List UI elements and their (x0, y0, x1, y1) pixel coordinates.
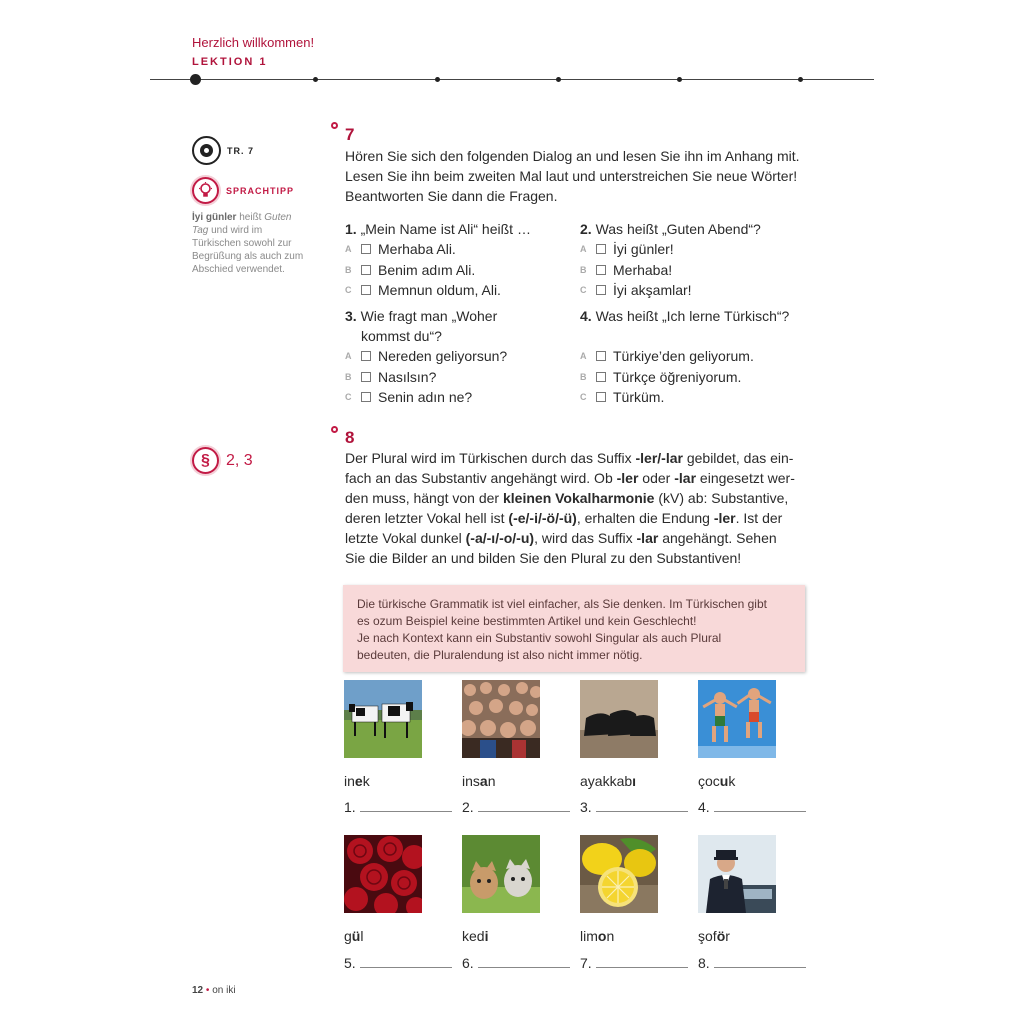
question-number: 2. (580, 221, 592, 237)
timeline-dot-current (190, 74, 201, 85)
exercise-7-instructions: Hören Sie sich den folgenden Dialog an und lesen Sie ihn im Anhang mit. Lesen Sie ihn beim zweiten Mal laut und unterstreichen Sie neue Wörter! Beantworten Sie dann die Fragen. (345, 148, 800, 204)
timeline-dot (556, 77, 561, 82)
info-box-line: bedeuten, die Pluralendung ist also nicht immer nötig. (357, 648, 643, 662)
answer-option[interactable] (345, 239, 456, 259)
blank-number: 7. (580, 955, 592, 971)
timeline-dot (435, 77, 440, 82)
plural-answer-blank[interactable] (344, 955, 452, 971)
language-tip-label: SPRACHTIPP (226, 185, 295, 196)
answer-line[interactable] (478, 811, 570, 812)
answer-checkbox[interactable] (596, 285, 606, 295)
option-letter: C (345, 285, 352, 295)
answer-checkbox[interactable] (596, 265, 606, 275)
blank-number: 8. (698, 955, 710, 971)
grammar-reference (192, 447, 253, 474)
question-number: 1. (345, 221, 357, 237)
answer-checkbox[interactable] (361, 392, 371, 402)
grammar-reference-numbers: 2, 3 (226, 451, 253, 469)
answer-checkbox[interactable] (596, 244, 606, 254)
question-2 (580, 219, 761, 239)
answer-option[interactable] (580, 260, 672, 280)
exercise-8-number: 8 (345, 428, 355, 447)
header-lesson: LEKTION 1 (192, 56, 268, 68)
answer-checkbox[interactable] (361, 265, 371, 275)
answer-checkbox[interactable] (361, 244, 371, 254)
answer-option[interactable] (345, 260, 475, 280)
option-text: Nasılsın? (378, 368, 437, 385)
answer-checkbox[interactable] (596, 372, 606, 382)
cows-picture (344, 680, 422, 758)
timeline-dot (677, 77, 682, 82)
answer-line[interactable] (360, 811, 452, 812)
singular-noun: limon (580, 928, 615, 944)
roses-picture (344, 835, 422, 913)
answer-option[interactable] (345, 346, 507, 366)
option-letter: B (345, 371, 352, 382)
option-letter: B (345, 264, 352, 275)
singular-noun: ayakkabı (580, 773, 637, 789)
answer-option[interactable] (345, 367, 436, 387)
option-text: Memnun oldum, Ali. (378, 282, 501, 298)
option-letter: A (345, 351, 352, 361)
blank-number: 1. (344, 799, 356, 815)
info-box-line: Die türkische Grammatik ist viel einfacher, als Sie denken. Im Türkischen gibt (357, 597, 767, 611)
option-text: Türkçe öğreniyorum. (613, 368, 742, 385)
question-text: „Mein Name ist Ali“ heißt … (356, 221, 531, 237)
blank-number: 3. (580, 799, 592, 815)
singular-noun: kedi (462, 928, 489, 944)
answer-line[interactable] (596, 967, 688, 968)
blank-number: 6. (462, 955, 474, 971)
audio-track-ref (192, 136, 254, 165)
plural-answer-blank[interactable] (580, 955, 688, 971)
plural-answer-blank[interactable] (462, 955, 570, 971)
answer-option[interactable] (345, 387, 472, 407)
exercise-7-number: 7 (345, 125, 355, 144)
plural-answer-blank[interactable] (698, 799, 806, 815)
grammar-info-box (343, 585, 805, 672)
option-letter: B (580, 264, 587, 275)
lemons-picture (580, 835, 658, 913)
page-number: 12 (192, 985, 204, 996)
blank-number: 2. (462, 799, 474, 815)
question-3 (345, 306, 497, 346)
question-text-continued: kommst du“? (361, 328, 442, 344)
info-box-line: Je nach Kontext kann ein Substantiv sowohl Singular als auch Plural (357, 631, 722, 645)
plural-answer-blank[interactable] (698, 955, 806, 971)
exercise-marker (331, 122, 338, 129)
timeline-dot (313, 77, 318, 82)
option-letter: A (345, 244, 352, 254)
driver-picture (698, 835, 776, 913)
option-text: Türküm. (613, 389, 665, 405)
answer-option[interactable] (580, 387, 664, 407)
blank-number: 4. (698, 799, 710, 815)
answer-checkbox[interactable] (361, 372, 371, 382)
answer-line[interactable] (714, 811, 806, 812)
children-picture (698, 680, 776, 758)
question-number: 3. (345, 308, 357, 324)
blank-number: 5. (344, 955, 356, 971)
language-tip-header (192, 177, 294, 204)
answer-option[interactable] (580, 280, 692, 300)
timeline-dot (798, 77, 803, 82)
option-text: Senin adın ne? (378, 389, 473, 405)
page-number-word: on iki (212, 985, 236, 996)
header-welcome: Herzlich willkommen! (192, 35, 315, 50)
answer-checkbox[interactable] (361, 285, 371, 295)
answer-checkbox[interactable] (361, 351, 371, 361)
lesson-timeline (150, 79, 874, 80)
option-text: Merhaba Ali. (378, 241, 456, 257)
shoes-picture (580, 680, 658, 758)
question-number: 4. (580, 308, 592, 324)
question-text: Was heißt „Ich lerne Türkisch“? (591, 308, 790, 324)
answer-line[interactable] (714, 967, 806, 968)
singular-noun: insan (462, 773, 496, 789)
option-letter: A (580, 244, 587, 254)
answer-checkbox[interactable] (596, 351, 606, 361)
option-text: İyi günler! (613, 241, 674, 257)
plural-answer-blank[interactable] (462, 799, 570, 815)
exercise-8-instructions: Der Plural wird im Türkischen durch das Suffix -ler/-lar gebildet, das ein- fach an das Substantiv angehängt wird. Ob -ler oder -lar eingesetzt wer- den muss, hängt von der kleinen Vokalharmonie (kV) ab: Substantive, deren letzter Vokal hell ist (-e/-i/-ö/-ü), erhalten die Endung -ler. Ist der letzte Vokal dunkel (-a/-ı/-o/-u), wird das Suffix -lar angehängt. Sehen Sie die Bilder an und bilden Sie den Plural zu den Substantiven! (345, 450, 795, 566)
option-text: İyi akşamlar! (613, 282, 692, 298)
answer-option[interactable] (580, 367, 741, 387)
plural-answer-blank[interactable] (344, 799, 452, 815)
singular-noun: çocuk (698, 773, 736, 789)
info-box-line: es ozum Beispiel keine bestimmten Artikel und kein Geschlecht! (357, 614, 697, 628)
singular-noun: inek (344, 773, 370, 789)
audio-track-label: TR. 7 (227, 145, 255, 156)
answer-line[interactable] (360, 967, 452, 968)
option-text: Merhaba! (613, 261, 673, 278)
option-letter: B (580, 371, 587, 382)
kittens-picture (462, 835, 540, 913)
answer-option[interactable] (345, 280, 501, 300)
option-text: Türkiye’den geliyorum. (613, 348, 754, 364)
question-4 (580, 306, 789, 326)
option-text: Benim adım Ali. (378, 261, 476, 278)
answer-checkbox[interactable] (596, 392, 606, 402)
cd-icon (192, 136, 221, 165)
option-letter: C (345, 392, 352, 402)
answer-option[interactable] (580, 346, 754, 366)
page-footer: 12 • on iki (192, 985, 236, 996)
option-letter: A (580, 351, 587, 361)
language-tip-text: İyi günler heißt Guten Tag und wird im Türkischen sowohl zur Begrüßung als auch zum Abschied verwendet. (192, 212, 304, 275)
question-text: Was heißt „Guten Abend“? (591, 221, 761, 237)
paragraph-icon: § (192, 447, 219, 474)
answer-line[interactable] (596, 811, 688, 812)
answer-line[interactable] (478, 967, 570, 968)
crowd-picture (462, 680, 540, 758)
option-letter: C (580, 285, 587, 295)
question-text: Wie fragt man „Woher (356, 308, 498, 324)
singular-noun: gül (344, 928, 364, 944)
question-1 (345, 219, 531, 239)
lightbulb-icon (192, 177, 219, 204)
exercise-marker (331, 426, 338, 433)
option-letter: C (580, 392, 587, 402)
singular-noun: şoför (698, 928, 730, 944)
answer-option[interactable] (580, 239, 674, 259)
plural-answer-blank[interactable] (580, 799, 688, 815)
option-text: Nereden geliyorsun? (378, 348, 508, 364)
